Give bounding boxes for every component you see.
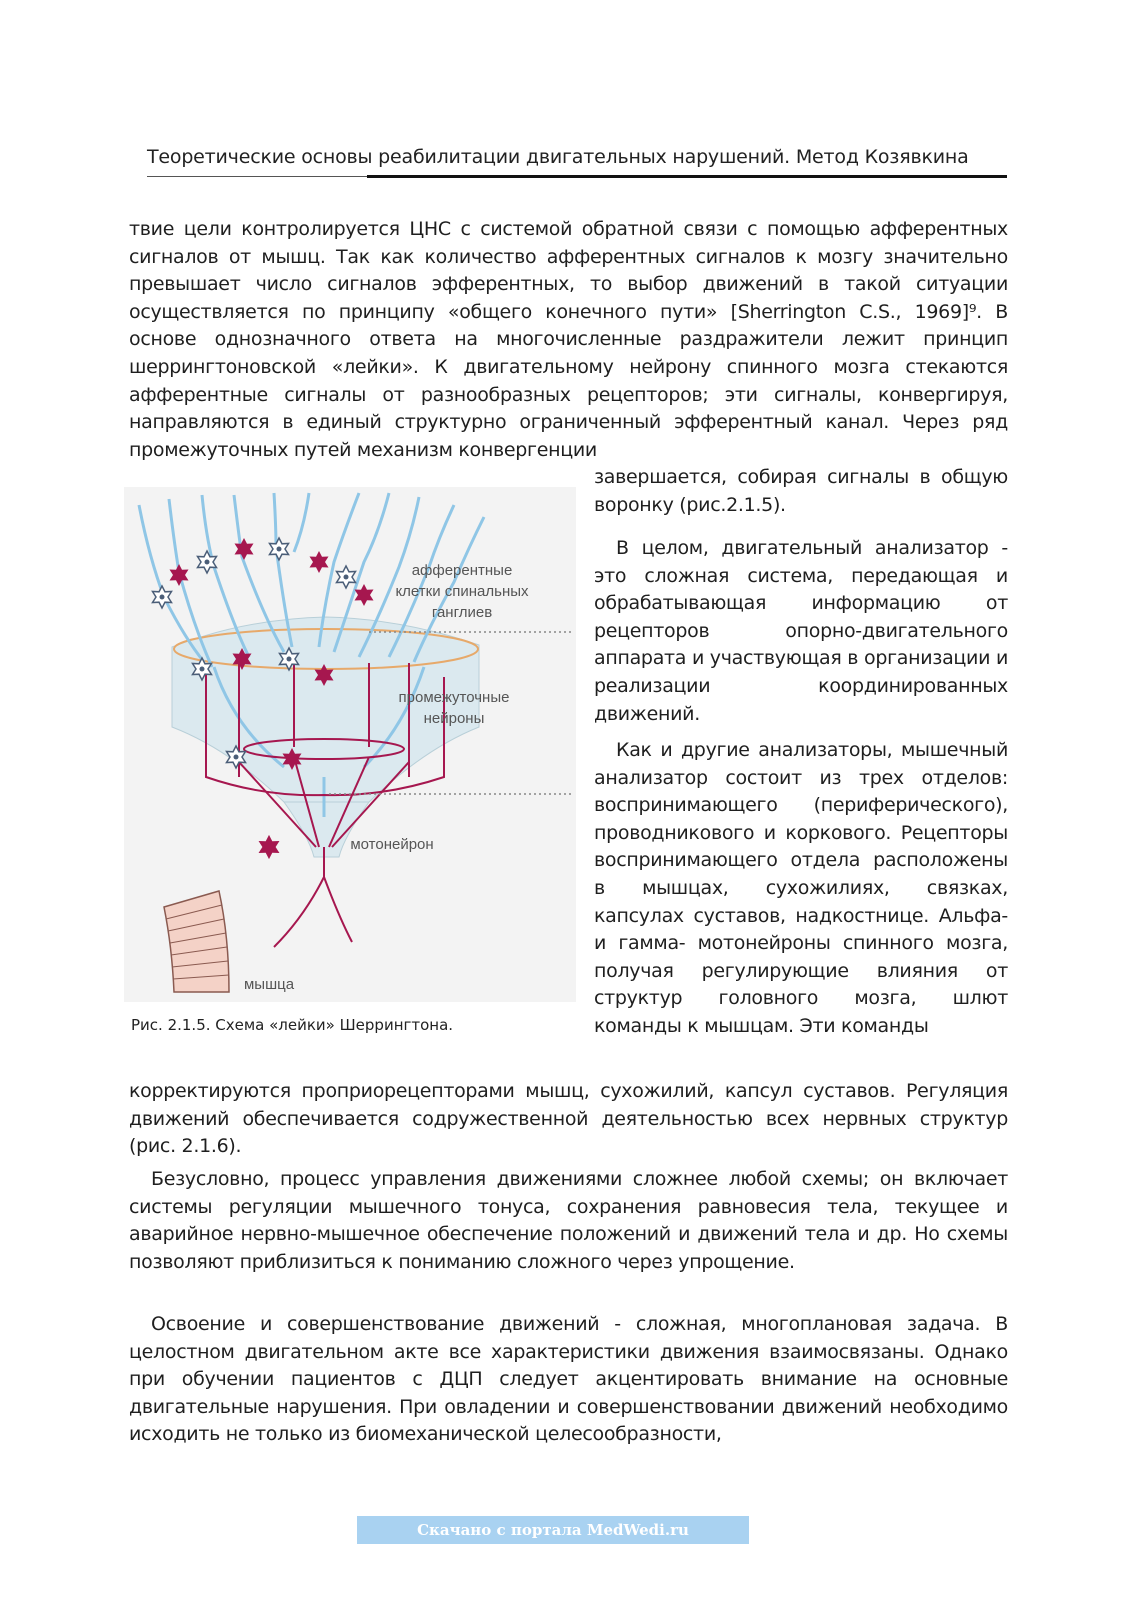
- label-afferent-1: афферентные: [411, 562, 513, 579]
- label-interneurons-1: промежуточные: [398, 689, 510, 706]
- label-afferent-2: клетки спинальных: [395, 583, 529, 600]
- paragraph-5: Освоение и совершенствование движений - сложная, многоплановая задача. В целостном двигательном акте все характеристики движения взаимосвязаны. Однако при обучении пациентов с ДЦП следует акцентировать внимание на основные двигательные нарушения. При овладении и совершенствовании движений необходимо исходить не только из биомеханической целесообразности,: [129, 1313, 1008, 1446]
- figure-caption: Рис. 2.1.5. Схема «лейки» Шеррингтона.: [131, 1016, 454, 1034]
- sherrington-funnel-figure: [124, 487, 576, 1002]
- label-motoneuron: мотонейрон: [350, 836, 434, 853]
- header-rule-thin: [147, 176, 367, 177]
- paragraph-1: твие цели контролируется ЦНС с системой обратной связи с помощью афферентных сигналов от мышц. Так как количество афферентных сигналов к мозгу значительно превышает число сигналов эфферентных, то выбор движений в такой ситуации осуществляется по принципу «общего конечного пути» [Sherrington C.S., 1969]⁹. В основе однозначного ответа на многочисленные раздражители лежит принцип шеррингтоновской «лейки». К двигательному нейрону спинного мозга стекаются афферентные сигналы от разнообразных рецепторов; эти сигналы, конвергируя, направляются в единый структурно ограниченный эфферентный канал. Через ряд промежуточных путей механизм конвергенции: [129, 218, 1008, 461]
- download-watermark: Скачано с портала MedWedi.ru: [357, 1516, 749, 1544]
- paragraph-3-continued: корректируются проприорецепторами мышц, сухожилий, капсул суставов. Регуляция движений обеспечивается содружественной деятельностью всех нервных структур (рис. 2.1.6).: [129, 1080, 1008, 1158]
- funnel-diagram: [124, 487, 576, 1002]
- paragraph-3: Как и другие анализаторы, мышечный анализатор состоит из трех отделов: воспринимающего (периферического), проводникового и коркового. Рецепторы воспринимающего отдела расположены в мышцах, сухожилиях, связках, капсулах суставов, надкостнице. Альфа- и гамма- мотонейроны спинного мозга, получая регулирующие влияния от структур головного мозга, шлют команды к мышцам. Эти команды: [594, 739, 1008, 1037]
- paragraph-4: Безусловно, процесс управления движениями сложнее любой схемы; он включает системы регуляции мышечного тонуса, сохранения равновесия тела, текущее и аварийное нервно-мышечное обеспечение положений и движений тела и др. Но схемы позволяют приблизиться к пониманию сложного через упрощение.: [129, 1168, 1008, 1273]
- paragraph-2: В целом, двигательный анализатор - это сложная система, передающая и обрабатывающая информацию от рецепторов опорно-двигательного аппарата и участвующая в организации и реализации координированных движений.: [594, 537, 1008, 725]
- label-interneurons-2: нейроны: [423, 710, 485, 727]
- muscle: [164, 891, 229, 992]
- label-muscle: мышца: [243, 976, 295, 993]
- running-head: Теоретические основы реабилитации двигательных нарушений. Метод Козявкина: [147, 146, 969, 168]
- paragraph-1-continued: завершается, собирая сигналы в общую воронку (рис.2.1.5).: [594, 466, 1008, 516]
- header-rule: [367, 175, 1007, 178]
- label-afferent-3: ганглиев: [431, 604, 493, 621]
